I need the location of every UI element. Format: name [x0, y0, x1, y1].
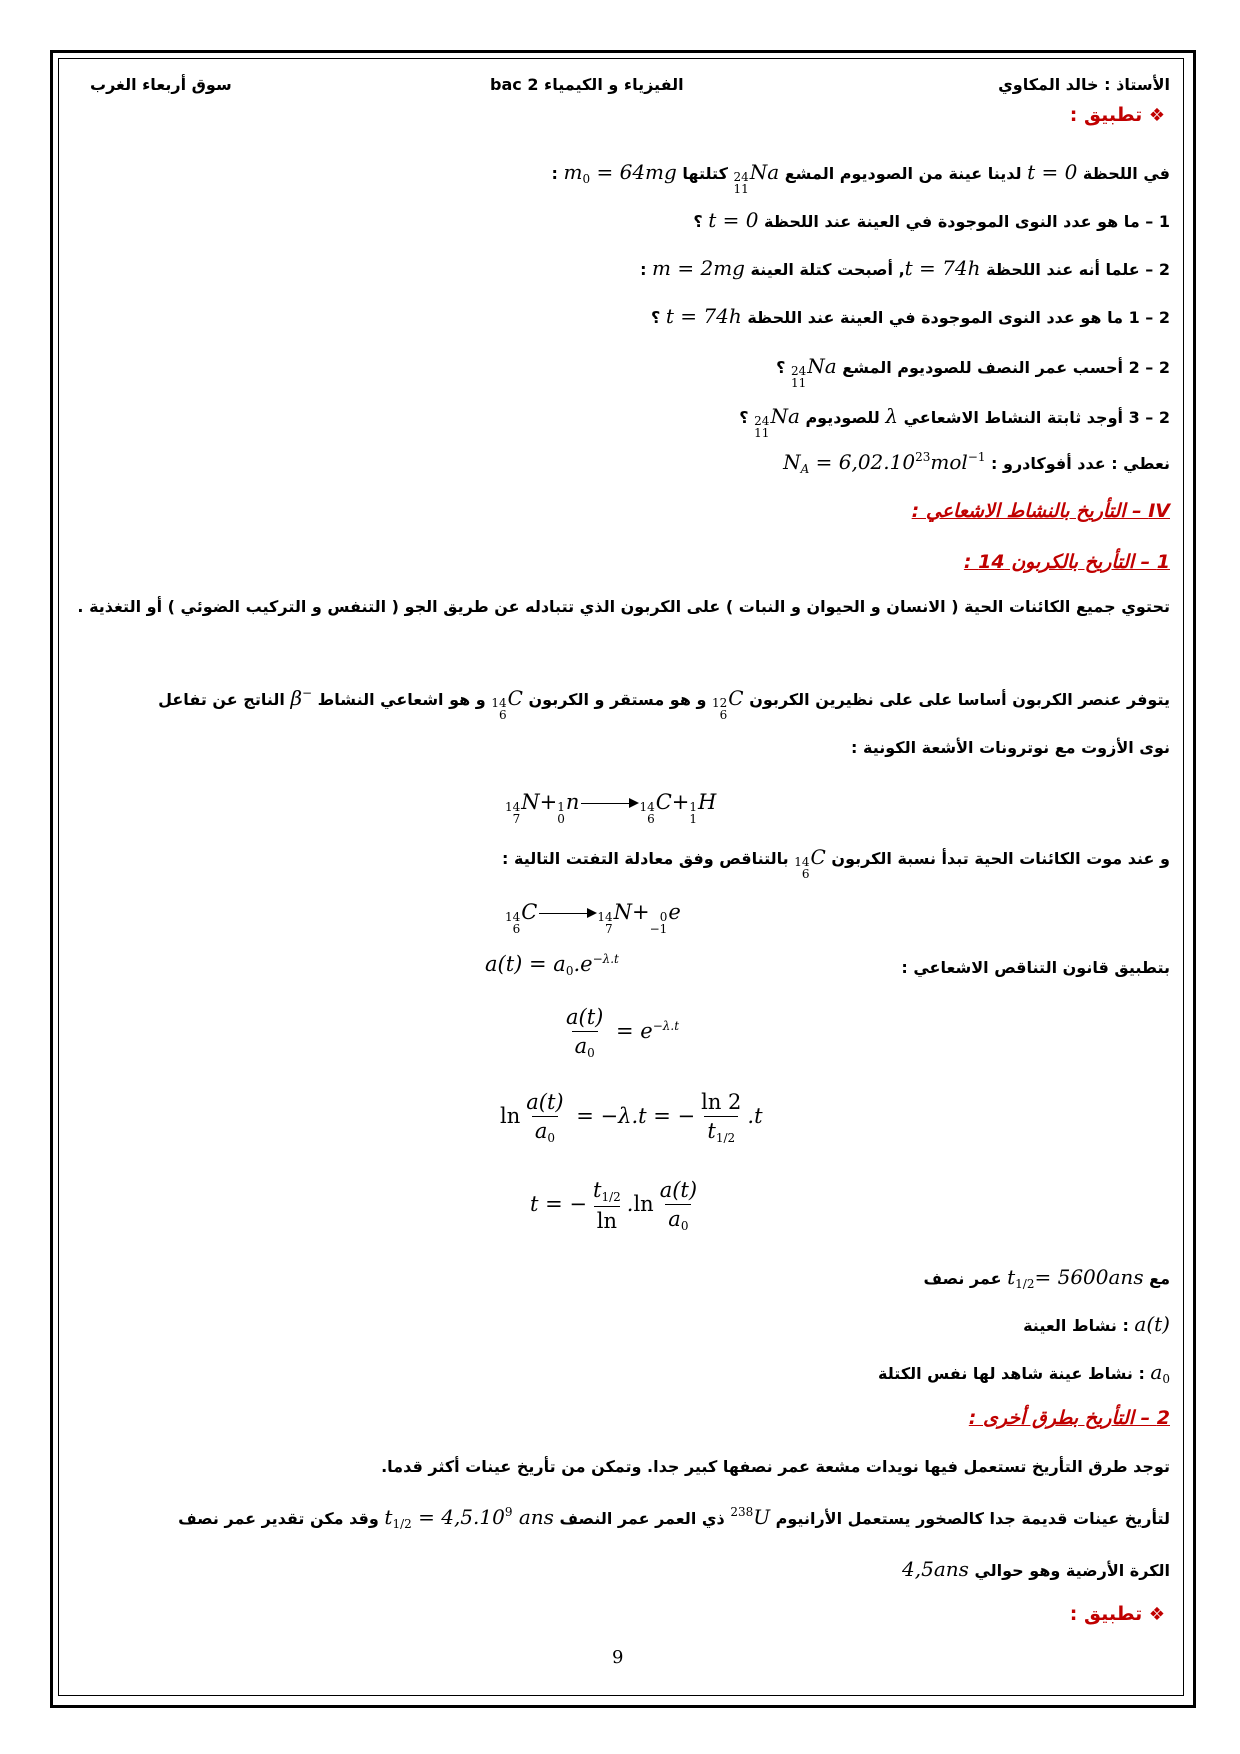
paragraph-cosmic-rays: نوى الأزوت مع نوترونات الأشعة الكونية :: [851, 738, 1170, 757]
application-title: تطبيق :: [1069, 104, 1143, 126]
equation-activity-law: $a(t) = a_0.e^{-\lambda.t}$: [485, 952, 619, 978]
header-school: سوق أربعاء الغرب: [90, 75, 232, 94]
diamond-bullet-icon: ❖: [1148, 105, 1165, 126]
application-title-2: تطبيق :: [1069, 1603, 1143, 1625]
application-heading-2: [1070, 1603, 1165, 1625]
equation-age: t = − $\frac{t_{1/2}}{\ln}$ .ln $\frac{a(t)}{a_0}$: [530, 1178, 698, 1233]
question-2-3: 2 – 3 أوجد ثابتة النشاط الاشعاعي λ للصوديوم 24 11 Na ؟: [739, 404, 1170, 440]
paragraph-earth-age: الكرة الأرضية وهو حوالي 4,5ans: [902, 1557, 1170, 1581]
question-2: 2 – علما أنه عند اللحظة t = 74h, أصبحت كتلة العينة m = 2mg :: [640, 256, 1170, 280]
application-heading: [1070, 104, 1165, 126]
decay-law-label: بتطبيق قانون التناقص الاشعاعي :: [901, 958, 1170, 977]
paragraph-death-decay: و عند موت الكائنات الحية تبدأ نسبة الكربون 14 6 C بالتناقص وفق معادلة التفتت التالية :: [502, 845, 1170, 881]
question-2-2: 2 – 2 أحسب عمر النصف للصوديوم المشع 24 11 Na ؟: [776, 354, 1170, 390]
paragraph-carbon-isotopes: يتوفر عنصر الكربون أساسا على على نظيرين الكربون 12 6 C و هو مستقر و الكربون 14 6 C و هو اشعاعي النشاط β− الناتج عن تفاعل: [158, 686, 1170, 722]
question-1: 1 – ما هو عدد النوى الموجودة في العينة عند اللحظة t = 0 ؟: [693, 208, 1170, 232]
paragraph-living-carbon: تحتوي جميع الكائنات الحية ( الانسان و الحيوان و النبات ) على الكربون الذي تتبادله عن طريق الجو ( التنفس و التركيب الضوئي ) أو التغذية .: [77, 597, 1170, 616]
header-subject: الفيزياء و الكيمياء 2 bac: [490, 75, 684, 94]
page-number: 9: [612, 1647, 624, 1668]
equation-carbon14-decay: 14 6 C 14 7 N+ 0 −1 e: [505, 900, 681, 936]
definition-half-life: مع $t_{1/2}= 5600ans$ عمر نصف: [923, 1265, 1170, 1291]
diamond-bullet-icon: ❖: [1148, 1604, 1165, 1625]
equation-carbon14-formation: 14 7 N+ 1 0 n 14 6 C+ 1 1 H: [505, 790, 717, 826]
question-2-1: 2 – 1 ما هو عدد النوى الموجودة في العينة عند اللحظة t = 74h ؟: [651, 304, 1170, 328]
definition-reference-activity: $a_0$ : نشاط عينة شاهد لها نفس الكتلة: [878, 1360, 1170, 1386]
definition-activity: a(t) : نشاط العينة: [1023, 1312, 1170, 1336]
header-teacher: الأستاذ : خالد المكاوي: [998, 75, 1170, 94]
paragraph-uranium-dating: لتأريخ عينات قديمة جدا كالصخور يستعمل الأرانيوم $^{238}$U ذي العمر عمر النصف $t_{1/2} = 4,5.10^9$ ans وقد مكن تقدير عمر نصف: [178, 1505, 1170, 1531]
section-iv-1-title: 1 – التأريخ بالكربون 14 :: [963, 551, 1170, 573]
section-iv-2-title: 2 – التأريخ بطرق أخرى :: [968, 1407, 1170, 1429]
equation-log-ratio: ln $\frac{a(t)}{a_0}$ = −λ.t = − $\frac{\ln 2}{t_{1/2}}$ .t: [500, 1090, 763, 1145]
paragraph-other-methods: توجد طرق التأريخ تستعمل فيها نويدات مشعة عمر نصفها كبير جدا. وتمكن من تأريخ عينات أكثر قدما.: [381, 1457, 1170, 1476]
given-avogadro: نعطي : عدد أفوكادرو : $N_A = 6,02.10^{23}mol^{-1}$: [783, 450, 1170, 476]
exercise-intro: في اللحظة t = 0 لدينا عينة من الصوديوم المشع 24 11 Na كتلتها $m_0 = 64mg$ :: [551, 160, 1170, 196]
equation-activity-ratio: $\frac{a(t)}{a_0}$ = $e^{-\lambda.t}$: [566, 1005, 680, 1060]
section-iv-title: IV – التأريخ بالنشاط الاشعاعي :: [911, 500, 1170, 522]
